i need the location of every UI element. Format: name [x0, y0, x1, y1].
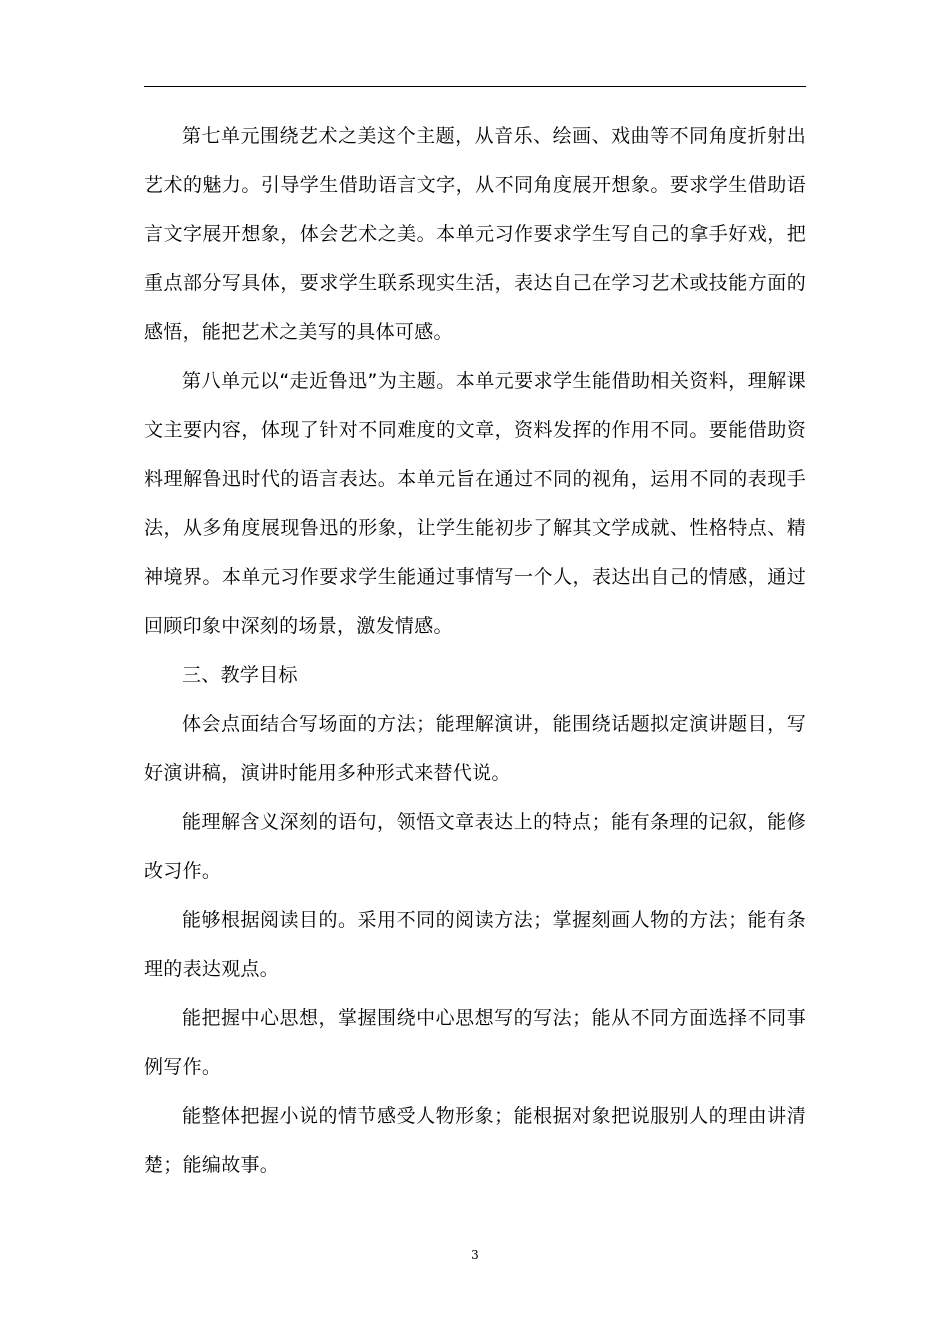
paragraph-unit-eight: 第八单元以“走近鲁迅”为主题。本单元要求学生能借助相关资料，理解课文主要内容，体现了针对不同难度的文章，资料发挥的作用不同。要能借助资料理解鲁迅时代的语言表达。本单元旨在通过不同的视角，运用不同的表现手法，从多角度展现鲁迅的形象，让学生能初步了解其文学成就、性格特点、精神境界。本单元习作要求学生能通过事情写一个人，表达出自己的情感，通过回顾印象中深刻的场景，激发情感。: [144, 370, 806, 637]
goal-paragraph-1: 体会点面结合写场面的方法；能理解演讲，能围绕话题拟定演讲题目，写好演讲稿，演讲时能用多种形式来替代说。: [144, 713, 806, 784]
header-rule: [144, 86, 806, 87]
goal-paragraph-5: 能整体把握小说的情节感受人物形象；能根据对象把说服别人的理由讲清楚；能编故事。: [144, 1105, 806, 1176]
goal-paragraph-3: 能够根据阅读目的。采用不同的阅读方法；掌握刻画人物的方法；能有条理的表达观点。: [144, 909, 806, 980]
page-number: 3: [471, 1248, 479, 1262]
goal-paragraph-4: 能把握中心思想，掌握围绕中心思想写的写法；能从不同方面选择不同事例写作。: [144, 1007, 806, 1078]
goal-paragraph-2: 能理解含义深刻的语句，领悟文章表达上的特点；能有条理的记叙，能修改习作。: [144, 811, 806, 882]
section-heading-teaching-goals: 三、教学目标: [182, 664, 298, 686]
paragraph-unit-seven: 第七单元围绕艺术之美这个主题，从音乐、绘画、戏曲等不同角度折射出艺术的魅力。引导学生借助语言文字，从不同角度展开想象。要求学生借助语言文字展开想象，体会艺术之美。本单元习作要求学生写自己的拿手好戏，把重点部分写具体，要求学生联系现实生活，表达自己在学习艺术或技能方面的感悟，能把艺术之美写的具体可感。: [144, 125, 806, 343]
document-body: [144, 112, 806, 1190]
